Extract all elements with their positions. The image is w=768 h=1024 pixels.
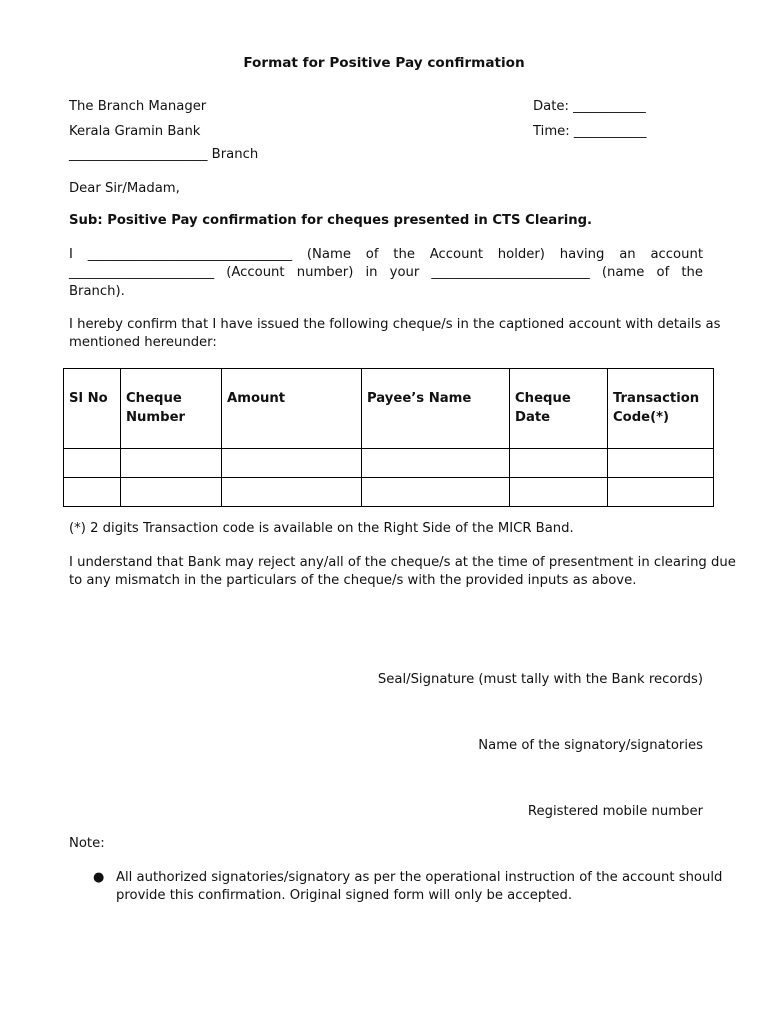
confirm-paragraph-line-2: mentioned hereunder:: [69, 335, 217, 350]
account-paragraph-line-1: I _______________________________ (Name of the Account holder) having an account: [69, 247, 703, 262]
date-field: Date: ___________: [533, 99, 646, 114]
subject-line: Sub: Positive Pay confirmation for cheques presented in CTS Clearing.: [69, 213, 593, 228]
table-cell: [121, 478, 222, 507]
account-paragraph-line-3: Branch).: [69, 284, 125, 299]
header-sl-no: Sl No: [64, 369, 121, 449]
table-cell: [362, 478, 510, 507]
table-cell: [608, 478, 714, 507]
header-cheque-date: Cheque Date: [510, 369, 608, 449]
table-cell: [64, 478, 121, 507]
header-payee-name: Payee’s Name: [362, 369, 510, 449]
document-title: Format for Positive Pay confirmation: [243, 55, 525, 71]
account-paragraph-line-2: ______________________ (Account number) in your ________________________ (name of the: [69, 265, 703, 280]
signatory-name-label: Name of the signatory/signatories: [478, 738, 703, 753]
table-cell: [222, 478, 362, 507]
note-bullet-line-1: All authorized signatories/signatory as per the operational instruction of the account should: [116, 870, 723, 885]
cheque-details-table: [63, 368, 714, 507]
salutation: Dear Sir/Madam,: [69, 181, 180, 196]
understand-paragraph-line-1: I understand that Bank may reject any/all of the cheque/s at the time of presentment in clearing due: [69, 555, 736, 570]
table-cell: [510, 449, 608, 478]
bullet-icon: ●: [93, 870, 105, 885]
registered-mobile-label: Registered mobile number: [527, 804, 703, 819]
header-cheque-number: Cheque Number: [121, 369, 222, 449]
note-label: Note:: [69, 836, 105, 851]
addressee-line-2: Kerala Gramin Bank: [69, 124, 201, 139]
table-row: [64, 449, 714, 478]
header-amount: Amount: [222, 369, 362, 449]
table-cell: [64, 449, 121, 478]
understand-paragraph-line-2: to any mismatch in the particulars of the cheque/s with the provided inputs as above.: [69, 573, 637, 588]
table-cell: [608, 449, 714, 478]
table-cell: [121, 449, 222, 478]
note-bullet-line-2: provide this confirmation. Original signed form will only be accepted.: [116, 888, 573, 903]
table-header-row: [64, 369, 714, 449]
confirm-paragraph-line-1: I hereby confirm that I have issued the following cheque/s in the captioned account with details as: [69, 317, 721, 332]
addressee-line-1: The Branch Manager: [69, 99, 207, 114]
transaction-code-footnote: (*) 2 digits Transaction code is available on the Right Side of the MICR Band.: [69, 521, 574, 536]
table-cell: [362, 449, 510, 478]
table-cell: [510, 478, 608, 507]
header-transaction-code: Transaction Code(*): [608, 369, 714, 449]
table-row: [64, 478, 714, 507]
seal-signature-label: Seal/Signature (must tally with the Bank records): [377, 672, 703, 687]
addressee-branch-line: _____________________ Branch: [69, 147, 259, 162]
time-field: Time: ___________: [533, 124, 647, 139]
table-cell: [222, 449, 362, 478]
